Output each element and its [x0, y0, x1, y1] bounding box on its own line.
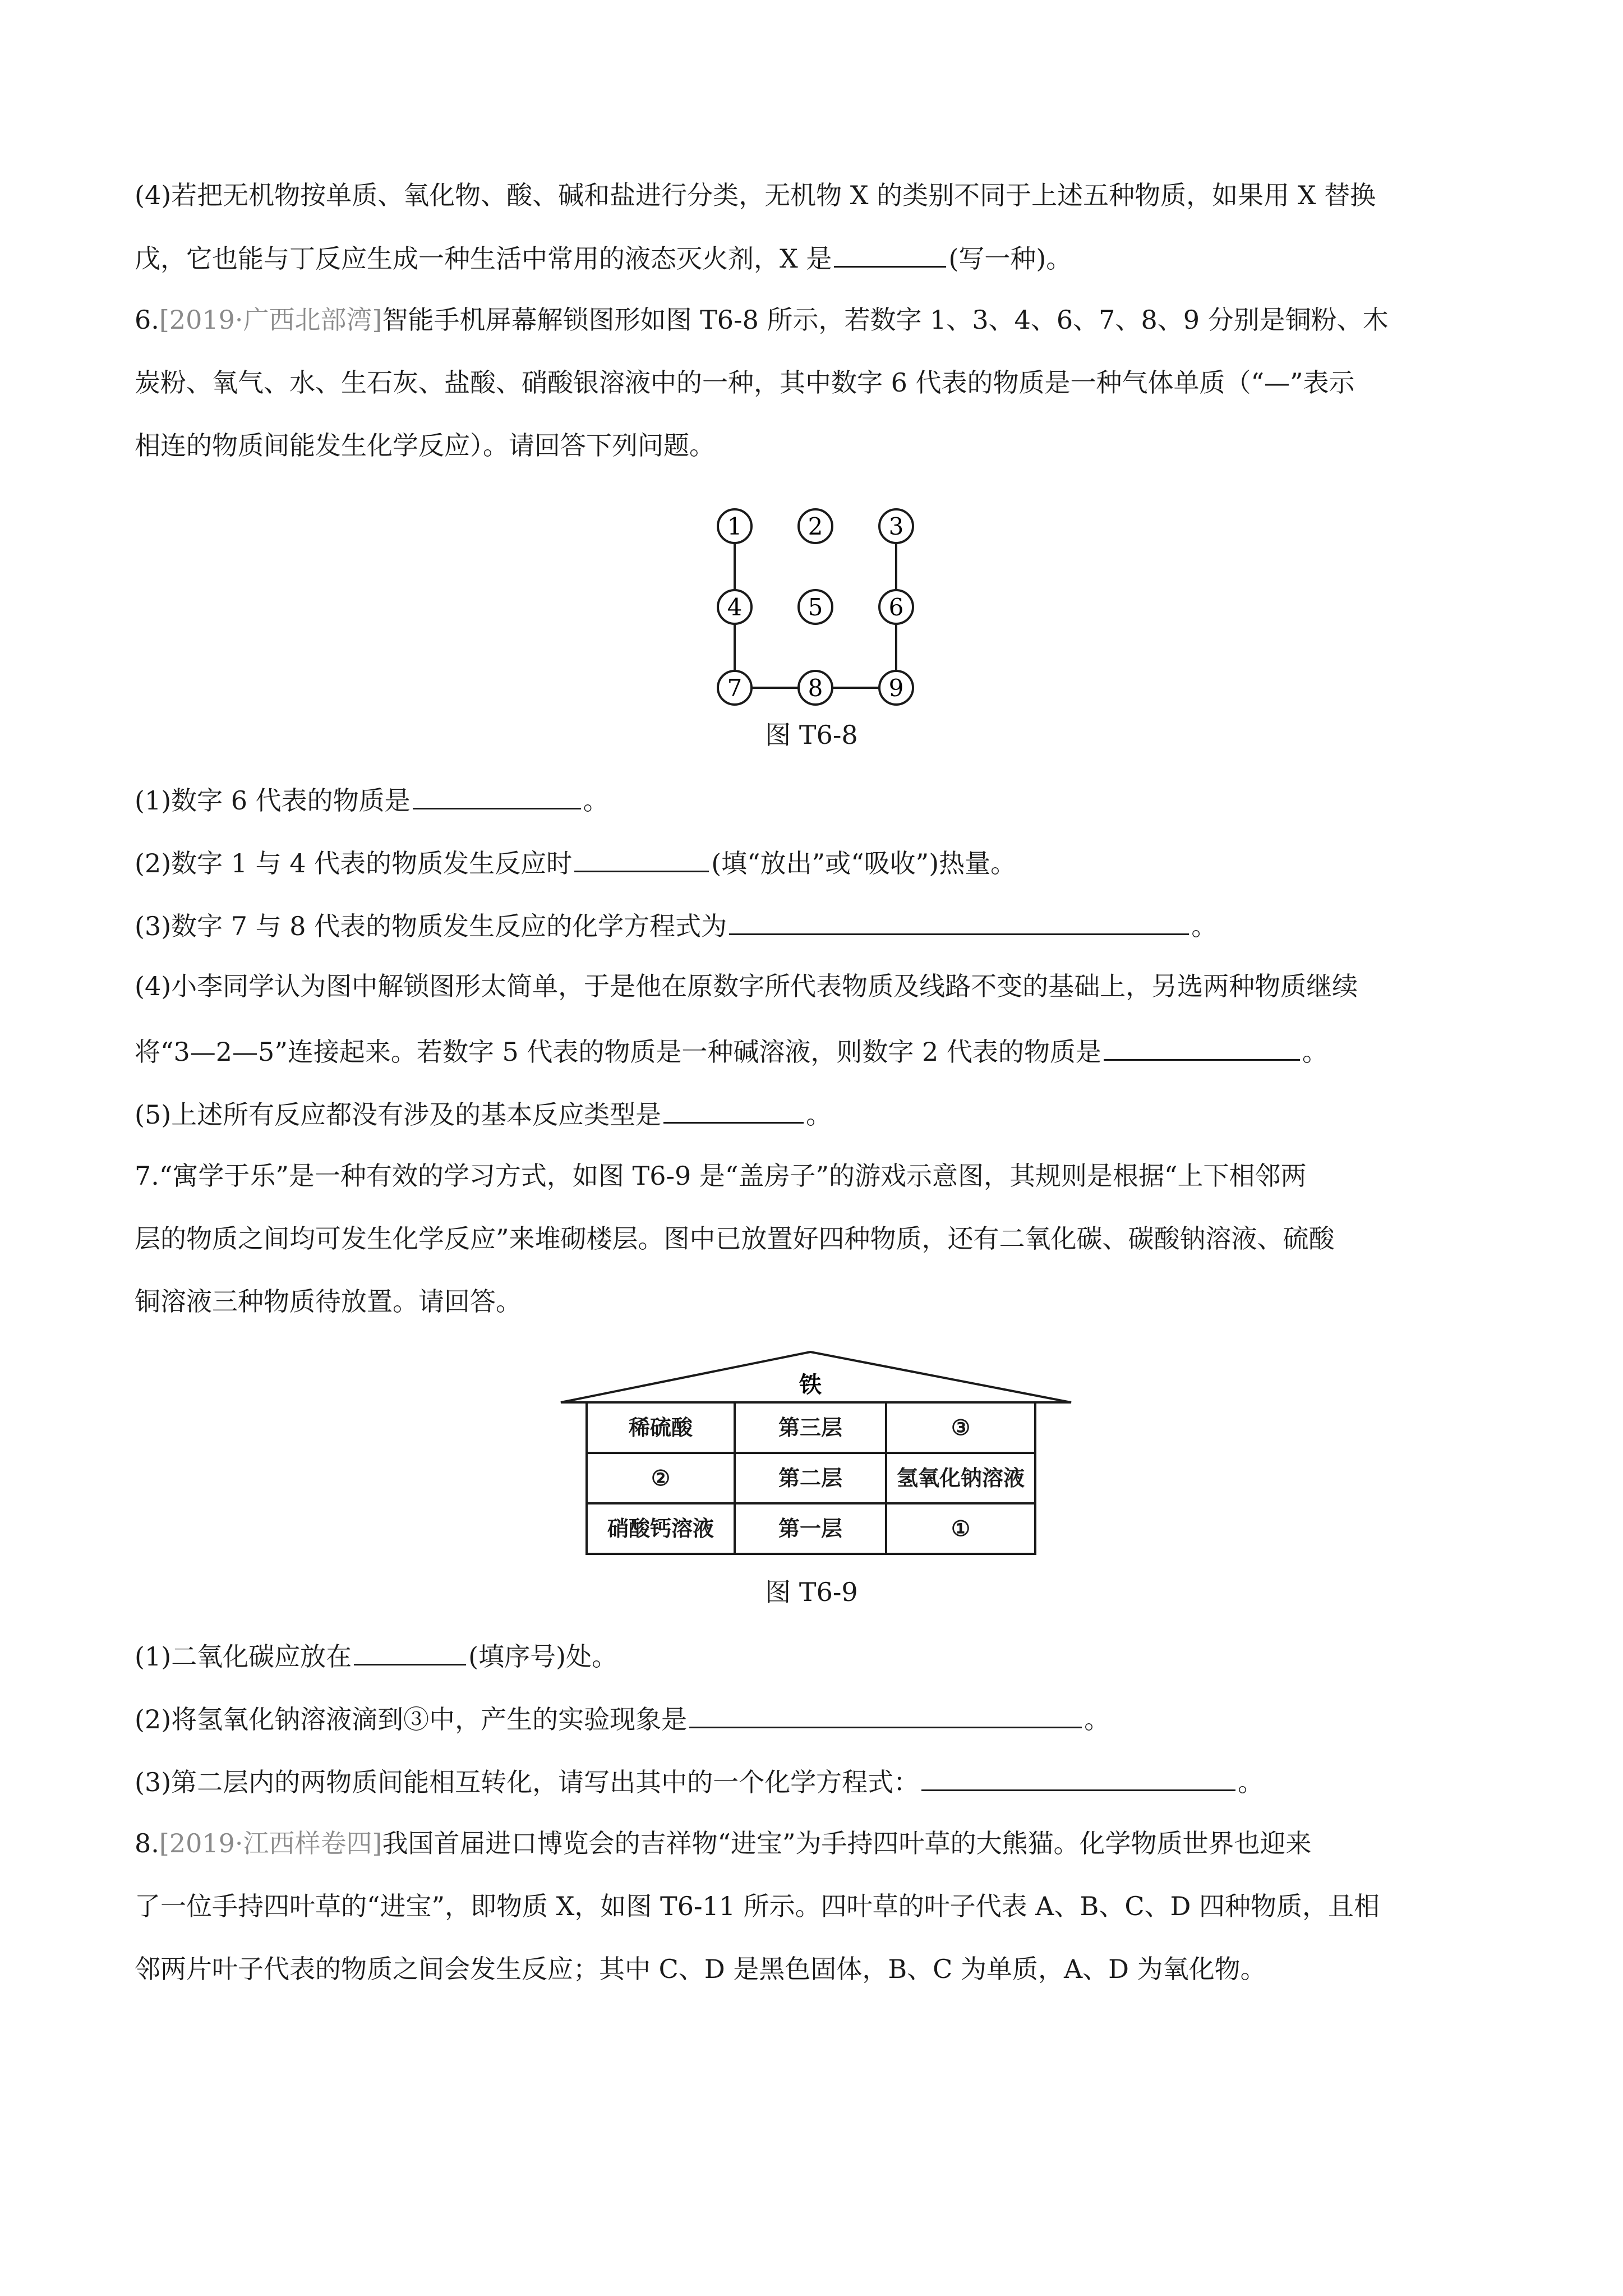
q6-sub4-line2: 将“3—2—5”连接起来。若数字 5 代表的物质是一种碱溶液，则数字 2 代表的物质是 。: [135, 1032, 1488, 1069]
answer-blank[interactable]: [663, 1095, 804, 1124]
q7-stem-line2: 层的物质之间均可发生化学反应”来堆砌楼层。图中已放置好四种物质，还有二氧化碳、碳酸钠溶液、硫酸: [135, 1223, 1335, 1254]
svg-text:9: 9: [888, 674, 904, 702]
answer-blank[interactable]: [1104, 1032, 1300, 1061]
svg-text:2: 2: [808, 513, 823, 540]
node-8: [799, 671, 832, 705]
answer-blank[interactable]: [574, 844, 709, 872]
svg-text:3: 3: [888, 513, 904, 540]
answer-blank[interactable]: [413, 781, 581, 809]
q6-sub1: (1)数字 6 代表的物质是 。: [135, 781, 1488, 817]
answer-blank[interactable]: [354, 1637, 466, 1665]
svg-text:1: 1: [727, 513, 743, 540]
q7-sub2: (2)将氢氧化钠溶液滴到③中，产生的实验现象是 。: [135, 1700, 1488, 1736]
cell-r1-left: 稀硫酸: [628, 1415, 693, 1440]
q6-sub4-line1: (4)小李同学认为图中解锁图形太简单，于是他在原数字所代表物质及线路不变的基础上，另选两种物质继续: [135, 971, 1358, 1001]
cell-r1-floor: 第三层: [778, 1415, 843, 1440]
node-5: [799, 590, 832, 624]
node-1: [718, 509, 751, 543]
answer-blank[interactable]: [729, 907, 1189, 935]
answer-blank[interactable]: [689, 1700, 1082, 1728]
q6-stem-line3: 相连的物质间能发生化学反应）。请回答下列问题。: [135, 430, 715, 461]
q6-sub2: (2)数字 1 与 4 代表的物质发生反应时 (填“放出”或“吸收”)热量。: [135, 844, 1488, 880]
q8-stem-line3: 邻两片叶子代表的物质之间会发生反应；其中 C、D 是黑色固体，B、C 为单质，A、D 为氧化物。: [135, 1954, 1266, 1984]
figure-caption-t6-8: 图 T6-8: [765, 720, 858, 750]
svg-text:5: 5: [808, 593, 823, 621]
node-4: [718, 590, 751, 624]
q7-stem-line1: 7.“寓学于乐”是一种有效的学习方式，如图 T6-9 是“盖房子”的游戏示意图，其规则是根据“上下相邻两: [135, 1161, 1307, 1191]
q5-part4-line1: (4)若把无机物按单质、氧化物、酸、碱和盐进行分类，无机物 X 的类别不同于上述五种物质，如果用 X 替换: [135, 180, 1376, 210]
q7-stem-line3: 铜溶液三种物质待放置。请回答。: [135, 1286, 522, 1317]
cell-r3-right: ①: [951, 1516, 971, 1541]
q6-stem-line1: 6.[2019·广西北部湾]智能手机屏幕解锁图形如图 T6-8 所示，若数字 1、3、4、6、7、8、9 分别是铜粉、木: [135, 305, 1389, 335]
node-3: [879, 509, 913, 543]
cell-r2-right: 氢氧化钠溶液: [896, 1465, 1025, 1490]
q7-sub1: (1)二氧化碳应放在 (填序号)处。: [135, 1637, 1488, 1673]
q8-stem-line1: 8.[2019·江西样卷四]我国首届进口博览会的吉祥物“进宝”为手持四叶草的大熊猫。化学物质世界也迎来: [135, 1828, 1312, 1858]
node-9: [879, 671, 913, 705]
q6-source: [2019·广西北部湾]: [159, 305, 382, 335]
roof-label: 铁: [799, 1372, 822, 1398]
cell-r1-right: ③: [951, 1415, 971, 1440]
svg-text:7: 7: [727, 674, 743, 702]
figure-caption-t6-9: 图 T6-9: [765, 1577, 858, 1607]
q7-sub3: (3)第二层内的两物质间能相互转化，请写出其中的一个化学方程式： 。: [135, 1763, 1488, 1799]
svg-text:8: 8: [808, 674, 823, 702]
node-7: [718, 671, 751, 705]
svg-text:4: 4: [727, 593, 743, 621]
house-game-figure: [555, 1346, 1077, 1559]
q8-stem-line2: 了一位手持四叶草的“进宝”，即物质 X，如图 T6-11 所示。四叶草的叶子代表 A、B、C、D 四种物质，且相: [135, 1891, 1380, 1921]
q8-source: [2019·江西样卷四]: [159, 1828, 382, 1858]
svg-text:6: 6: [888, 593, 904, 621]
answer-blank[interactable]: [921, 1763, 1235, 1791]
node-6: [879, 590, 913, 624]
q6-stem-line2: 炭粉、氧气、水、生石灰、盐酸、硝酸银溶液中的一种，其中数字 6 代表的物质是一种气体单质（“—”表示: [135, 367, 1355, 398]
cell-r3-left: 硝酸钙溶液: [607, 1516, 714, 1541]
q5-part4-line2: 戊，它也能与丁反应生成一种生活中常用的液态灭火剂，X 是 (写一种)。: [135, 239, 1488, 275]
node-2: [799, 509, 832, 543]
cell-r2-floor: 第二层: [778, 1465, 843, 1490]
unlock-pattern-figure: [695, 482, 953, 707]
answer-blank[interactable]: [834, 239, 946, 268]
q6-sub5: (5)上述所有反应都没有涉及的基本反应类型是 。: [135, 1095, 1488, 1131]
cell-r3-floor: 第一层: [778, 1516, 843, 1541]
cell-r2-left: ②: [651, 1465, 671, 1490]
q6-sub3: (3)数字 7 与 8 代表的物质发生反应的化学方程式为 。: [135, 907, 1488, 943]
